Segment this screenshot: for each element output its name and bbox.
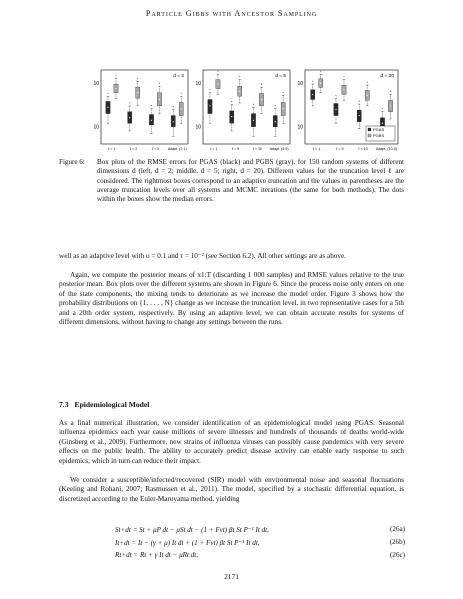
x-tick-label: Adapt. (5.9) (269, 147, 289, 151)
outlier-point (107, 93, 108, 94)
page-number: 2171 (224, 572, 239, 581)
median-dot (129, 117, 130, 118)
outlier-point (283, 92, 284, 93)
equation-body: St+dt = St + μP dt − μSt dt − (1 + Fvt) βt St P⁻¹ It dt, (115, 526, 269, 534)
y-tick-label: 10 (297, 124, 303, 131)
outlier-point (367, 82, 368, 83)
median-dot (253, 120, 254, 121)
running-header: Particle Gibbs with Ancestor Sampling (145, 9, 318, 18)
median-dot (382, 123, 383, 124)
median-dot (261, 99, 262, 100)
equation-26b (115, 538, 405, 547)
legend-entry: PGAS (373, 126, 385, 132)
x-tick-label: Adapt. (2.1) (167, 147, 187, 151)
median-dot (312, 94, 313, 95)
outlier-point (382, 108, 383, 109)
median-dot (173, 121, 174, 122)
outlier-point (231, 101, 232, 102)
y-tick-label: 10 (297, 81, 303, 88)
median-dot (320, 83, 321, 84)
y-tick-label: 10 (195, 124, 201, 131)
median-dot (159, 99, 160, 100)
median-dot (115, 88, 116, 89)
median-dot (107, 107, 108, 108)
legend-entry: PGBS (373, 132, 385, 138)
median-dot (231, 116, 232, 117)
box (149, 115, 153, 125)
x-tick-label: ℓ = 1 (108, 147, 116, 151)
outlier-point (390, 91, 391, 92)
outlier-point (173, 106, 174, 107)
x-tick-label: Adapt. (10.9) (375, 147, 397, 151)
equation-number: (26b) (389, 538, 405, 546)
panel-frame (101, 70, 188, 144)
figure-6 (87, 66, 400, 162)
median-dot (151, 120, 152, 121)
section-title: Epidemiological Model (74, 400, 150, 409)
outlier-point (359, 101, 360, 102)
median-dot (239, 91, 240, 92)
median-dot (359, 115, 360, 116)
equation-number: (26c) (390, 551, 405, 559)
paragraph-2: Again, we compute the posterior means of x1:T (discarding 1 000 samples) and RMSE values relative to the true posterior mean. Box plots over the different systems are shown in Figure 6. Since the process noise only enters on one of the state components, the mixing tends to deteriorate as we increase the model order. Figure 3 shows how the probability distributions on {1, . . . , N} change as we increase the truncation level, in two representative cases for a 5th and a 20th order system, respectively. By using an adaptive level, we can obtain accurate results for systems of different dimensions, without having to change any settings between the runs. (59, 271, 404, 327)
x-tick-label: ℓ = 5 (231, 147, 240, 151)
median-dot (283, 108, 284, 109)
median-dot (209, 105, 210, 106)
panel-annotation: d = 5 (275, 74, 286, 79)
y-tick-label: 10 (93, 81, 99, 88)
x-tick-label: ℓ = 10 (358, 147, 368, 151)
x-tick-label: ℓ = 1 (312, 147, 321, 151)
outlier-point (320, 71, 321, 72)
outlier-point (137, 78, 138, 79)
equation-body: It+dt = It − (γ + μ) It dt + (1 + Fvt) βt St P⁻¹ It dt, (115, 539, 260, 547)
equation-26c (115, 551, 405, 559)
paragraph-4: We consider a susceptible/infected/recovered (SIR) model with environmental noise and seasonal fluctuations (Keeling and Rohani, 2007; Rasmussen et al., 2011). The model, specified by a stochastic differential equation, is discretized according to the Euler-Maruyama method, yielding (59, 476, 404, 503)
section-number: 7.3 (59, 400, 69, 409)
outlier-point (275, 105, 276, 106)
outlier-point (181, 93, 182, 94)
legend-swatch (368, 134, 371, 137)
paragraph-1: well as an adaptive level with υ = 0.1 and τ = 10⁻² (see Section 6.2). All other settings are as above. (59, 252, 346, 260)
median-dot (390, 105, 391, 106)
x-tick-label: ℓ = 3 (151, 147, 160, 151)
outlier-point (209, 89, 210, 90)
panel-annotation: d = 20 (380, 74, 394, 79)
x-tick-label: ℓ = 10 (252, 147, 263, 151)
outlier-point (335, 95, 336, 96)
y-tick-label: 10 (93, 124, 99, 131)
outlier-point (343, 76, 344, 77)
caption-label: Figure 6: (59, 158, 85, 166)
median-dot (217, 83, 218, 84)
median-dot (367, 95, 368, 96)
box (208, 100, 212, 114)
x-tick-label: ℓ = 5 (336, 147, 344, 151)
equation-26a (115, 525, 405, 534)
outlier-point (261, 84, 262, 85)
y-tick-label: 10 (195, 81, 201, 88)
outlier-point (312, 81, 313, 82)
x-tick-label: ℓ = 1 (210, 147, 218, 151)
median-dot (335, 109, 336, 110)
equation-number: (26a) (390, 525, 405, 533)
paragraph-3: As a final numerical illustration, we consider identification of an epidemiological model using PGAS. Seasonal influenza epidemics each year cause millions of severe illnesses and hundreds of thousands of deaths world-wide (Ginsberg et al., 2009). Furthermore, new strains of influenza viruses can possibly cause pandemics with very severe effects on the public health. The ability to accurately predict disease activity can enable early response to such epidemics, which in turn can reduce their impact. (59, 419, 404, 465)
panel-annotation: d = 2 (173, 74, 184, 79)
median-dot (275, 121, 276, 122)
outlier-point (129, 102, 130, 103)
median-dot (181, 108, 182, 109)
median-dot (137, 92, 138, 93)
caption-text: Box plots of the RMSE errors for PGAS (black) and PGBS (gray), for 150 random systems of different dimensions d (left, d = 2; middle, d = 5; right, d = 20). Different values for the truncation level ℓ are considered. The rightmost boxes correspond to an adaptive truncation and the values in parentheses are the average truncation levels over all systems and MCMC iterations (the same for both methods). The dots within the boxes show the median errors. (97, 158, 404, 204)
section-heading (59, 400, 149, 409)
outlier-point (217, 71, 218, 72)
median-dot (343, 89, 344, 90)
equation-body: Rt+dt = Rt + γ It dt − μRt dt, (115, 551, 199, 559)
outlier-point (253, 104, 254, 105)
outlier-point (115, 75, 116, 76)
outlier-point (159, 83, 160, 84)
outlier-point (239, 76, 240, 77)
x-tick-label: ℓ = 2 (129, 147, 138, 151)
legend-swatch (368, 128, 371, 131)
outlier-point (151, 105, 152, 106)
